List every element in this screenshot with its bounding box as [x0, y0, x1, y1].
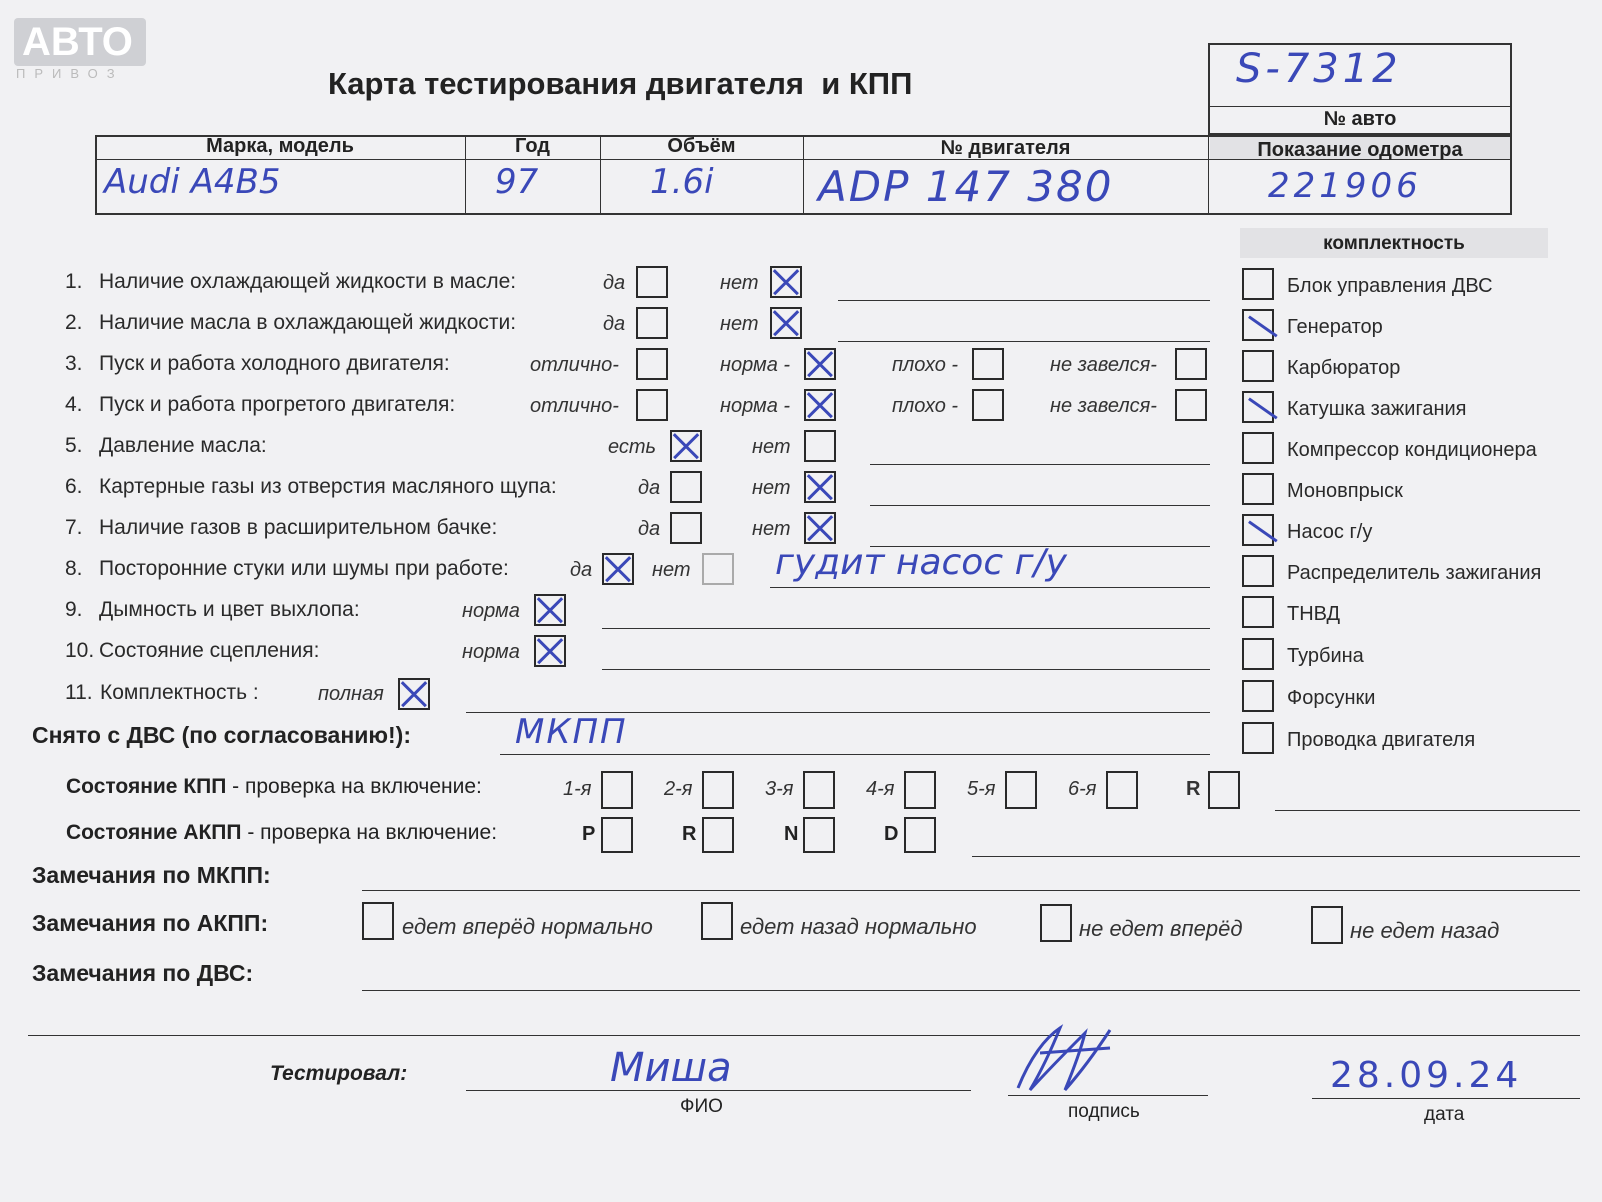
- check-1-opt-no-box[interactable]: [770, 266, 802, 298]
- check-2-text: Наличие масла в охлаждающей жидкости:: [99, 311, 517, 334]
- check-5-opt-yes-box[interactable]: [670, 430, 702, 462]
- check-4-opt-nostart-box[interactable]: [1175, 389, 1207, 421]
- check-3-opt-excellent-label: отлично-: [530, 354, 619, 376]
- akpp-gear-p-box[interactable]: [601, 817, 633, 853]
- check-7-opt-no-box[interactable]: [804, 512, 836, 544]
- check-2-num: 2.: [65, 311, 83, 334]
- fio-value: Миша: [610, 1045, 732, 1091]
- akpp-gear-n-box[interactable]: [803, 817, 835, 853]
- check-11-num: 11.: [65, 681, 93, 704]
- check-6-opt-no-box[interactable]: [804, 471, 836, 503]
- akpp-opt-2-box[interactable]: [701, 902, 733, 940]
- kpp-gear-3-box[interactable]: [803, 771, 835, 809]
- signature: [1010, 1018, 1120, 1098]
- akpp-gear-d-box[interactable]: [904, 817, 936, 853]
- akpp-opt-3-label: не едет вперёд: [1079, 916, 1243, 941]
- check-3-opt-nostart-label: не завелся-: [1050, 354, 1157, 376]
- logo: [14, 18, 146, 66]
- akpp-opt-4-box[interactable]: [1311, 906, 1343, 944]
- comp-8-label: Распределитель зажигания: [1287, 562, 1542, 584]
- comp-1-box[interactable]: [1242, 268, 1274, 300]
- akpp-opt-3-box[interactable]: [1040, 904, 1072, 942]
- akpp-gear-p-label: P: [582, 823, 596, 845]
- kpp-label-rest: - проверка на включение:: [226, 775, 482, 798]
- comp-12-box[interactable]: [1242, 722, 1274, 754]
- check-8-opt-no-label: нет: [652, 559, 691, 581]
- kpp-gear-5-box[interactable]: [1005, 771, 1037, 809]
- comp-6-box[interactable]: [1242, 473, 1274, 505]
- check-11-opt-full-box[interactable]: [398, 678, 430, 710]
- kpp-gear-1-box[interactable]: [601, 771, 633, 809]
- check-5-opt-no-box[interactable]: [804, 430, 836, 462]
- check-1-opt-no-label: нет: [720, 272, 759, 294]
- volume-value: 1.6i: [650, 162, 714, 202]
- check-8-opt-yes-label: да: [570, 559, 593, 581]
- col-header-year: Год: [515, 135, 550, 157]
- akpp-label: [66, 821, 497, 845]
- check-3-num: 3.: [65, 352, 83, 375]
- comp-11-label: Форсунки: [1287, 687, 1376, 709]
- akpp-opt-4-label: не едет назад: [1350, 918, 1500, 943]
- remarks-mkpp-label: Замечания по МКПП:: [32, 862, 271, 888]
- check-8-num: 8.: [65, 557, 83, 580]
- kpp-gear-6-box[interactable]: [1106, 771, 1138, 809]
- logo-text: АВТО: [22, 20, 133, 64]
- check-1-num: 1.: [65, 270, 83, 293]
- comp-2-label: Генератор: [1287, 316, 1383, 338]
- comp-9-label: ТНВД: [1287, 603, 1341, 625]
- comp-5-label: Компрессор кондиционера: [1287, 439, 1537, 461]
- kpp-gear-4-box[interactable]: [904, 771, 936, 809]
- removed-value: МКПП: [515, 712, 628, 752]
- check-4-opt-normal-box[interactable]: [804, 389, 836, 421]
- akpp-gear-r-label: R: [682, 823, 697, 845]
- comp-8-box[interactable]: [1242, 555, 1274, 587]
- comp-4-label: Катушка зажигания: [1287, 398, 1467, 420]
- akpp-gear-r-box[interactable]: [702, 817, 734, 853]
- check-10-opt-normal-label: норма: [462, 641, 520, 663]
- check-4-text: Пуск и работа прогретого двигателя:: [99, 393, 456, 416]
- comp-7-label: Насос г/у: [1287, 521, 1373, 543]
- col-header-odometer: Показание одометра: [1257, 139, 1463, 161]
- remarks-dvs-label: Замечания по ДВС:: [32, 960, 254, 986]
- akpp-gear-n-label: N: [784, 823, 799, 845]
- year-value: 97: [495, 162, 539, 202]
- check-11-opt-full-label: полная: [318, 683, 384, 705]
- akpp-label-rest: - проверка на включение:: [241, 821, 498, 844]
- check-8-opt-yes-box[interactable]: [602, 553, 634, 585]
- check-10-text: Состояние сцепления:: [99, 639, 320, 662]
- kpp-gear-6-label: 6-я: [1068, 778, 1097, 800]
- check-3-opt-bad-label: плохо -: [892, 354, 959, 376]
- check-3-opt-normal-box[interactable]: [804, 348, 836, 380]
- check-9-text: Дымность и цвет выхлопа:: [99, 598, 360, 621]
- check-5-opt-yes-label: есть: [608, 436, 657, 458]
- akpp-opt-1-box[interactable]: [362, 902, 394, 940]
- akpp-opt-2-label: едет назад нормально: [740, 914, 977, 939]
- check-10-opt-normal-box[interactable]: [534, 635, 566, 667]
- check-6-opt-no-label: нет: [752, 477, 791, 499]
- model-value: Audi A4B5: [104, 162, 281, 202]
- kpp-gear-1-label: 1-я: [563, 778, 592, 800]
- check-4-opt-bad-label: плохо -: [892, 395, 959, 417]
- removed-label: Снято с ДВС (по согласованию!):: [32, 722, 411, 748]
- kpp-gear-2-label: 2-я: [664, 778, 693, 800]
- check-10-num: 10.: [65, 639, 95, 662]
- check-1-text: Наличие охлаждающей жидкости в масле:: [99, 270, 517, 293]
- tested-label: Тестировал:: [270, 1062, 408, 1085]
- comp-2-box[interactable]: [1242, 309, 1274, 341]
- check-4-num: 4.: [65, 393, 83, 416]
- check-8-text: Посторонние стуки или шумы при работе:: [99, 557, 509, 580]
- col-header-model: Марка, модель: [206, 135, 354, 157]
- check-7-text: Наличие газов в расширительном бачке:: [99, 516, 498, 539]
- kpp-gear-r-label: R: [1186, 778, 1201, 800]
- kpp-gear-2-box[interactable]: [702, 771, 734, 809]
- check-6-num: 6.: [65, 475, 83, 498]
- logo-subtext: ПРИВОЗ: [16, 66, 124, 81]
- check-6-text: Картерные газы из отверстия масляного щупа:: [99, 475, 557, 498]
- kpp-label: [66, 775, 482, 799]
- check-4-opt-nostart-label: не завелся-: [1050, 395, 1157, 417]
- comp-1-label: Блок управления ДВС: [1287, 275, 1493, 297]
- akpp-gear-d-label: D: [884, 823, 899, 845]
- check-2-opt-yes-box[interactable]: [636, 307, 668, 339]
- sign-caption: подпись: [1068, 1101, 1140, 1122]
- fio-caption: ФИО: [680, 1096, 723, 1117]
- akpp-label-bold: Состояние АКПП: [66, 821, 242, 844]
- kpp-label-bold: Состояние КПП: [66, 775, 227, 798]
- check-4-opt-excellent-box[interactable]: [636, 389, 668, 421]
- check-3-opt-nostart-box[interactable]: [1175, 348, 1207, 380]
- col-header-engine-number: № двигателя: [940, 137, 1071, 159]
- comp-10-box[interactable]: [1242, 638, 1274, 670]
- completeness-title: комплектность: [1323, 233, 1465, 254]
- comp-9-box[interactable]: [1242, 596, 1274, 628]
- comp-3-box[interactable]: [1242, 350, 1274, 382]
- check-1-opt-yes-box[interactable]: [636, 266, 668, 298]
- check-3-text: Пуск и работа холодного двигателя:: [99, 352, 450, 375]
- engine-number-value: ADP 147 380: [818, 162, 1114, 211]
- check-9-opt-normal-box[interactable]: [534, 594, 566, 626]
- check-1-opt-yes-label: да: [603, 272, 626, 294]
- comp-7-box[interactable]: [1242, 514, 1274, 546]
- check-7-num: 7.: [65, 516, 83, 539]
- check-5-text: Давление масла:: [99, 434, 267, 457]
- check-3-opt-bad-box[interactable]: [972, 348, 1004, 380]
- odometer-value: 221906: [1268, 166, 1422, 206]
- comp-4-box[interactable]: [1242, 391, 1274, 423]
- check-6-opt-yes-label: да: [638, 477, 661, 499]
- check-11-text: Комплектность :: [100, 681, 259, 704]
- comp-5-box[interactable]: [1242, 432, 1274, 464]
- remarks-akpp-label: Замечания по АКПП:: [32, 910, 269, 936]
- check-8-note: гудит насос г/у: [775, 542, 1067, 583]
- check-9-num: 9.: [65, 598, 83, 621]
- check-4-opt-bad-box[interactable]: [972, 389, 1004, 421]
- check-7-opt-yes-label: да: [638, 518, 661, 540]
- check-2-opt-no-label: нет: [720, 313, 759, 335]
- check-9-opt-normal-label: норма: [462, 600, 520, 622]
- check-6-opt-yes-box[interactable]: [670, 471, 702, 503]
- comp-11-box[interactable]: [1242, 680, 1274, 712]
- date-value: 28.09.24: [1330, 1055, 1523, 1096]
- kpp-gear-3-label: 3-я: [765, 778, 794, 800]
- page-title: Карта тестирования двигателя и КПП: [328, 66, 913, 101]
- check-3-opt-normal-label: норма -: [720, 354, 791, 376]
- check-2-opt-yes-label: да: [603, 313, 626, 335]
- check-7-opt-no-label: нет: [752, 518, 791, 540]
- check-2-opt-no-box[interactable]: [770, 307, 802, 339]
- kpp-gear-5-label: 5-я: [967, 778, 996, 800]
- check-4-opt-normal-label: норма -: [720, 395, 791, 417]
- check-7-opt-yes-box[interactable]: [670, 512, 702, 544]
- col-header-volume: Объём: [667, 135, 736, 157]
- comp-10-label: Турбина: [1287, 645, 1364, 667]
- comp-12-label: Проводка двигателя: [1287, 729, 1476, 751]
- check-5-opt-no-label: нет: [752, 436, 791, 458]
- check-5-num: 5.: [65, 434, 83, 457]
- check-3-opt-excellent-box[interactable]: [636, 348, 668, 380]
- akpp-opt-1-label: едет вперёд нормально: [402, 914, 653, 939]
- kpp-gear-4-label: 4-я: [866, 778, 895, 800]
- comp-3-label: Карбюратор: [1287, 357, 1401, 379]
- check-4-opt-excellent-label: отлично-: [530, 395, 619, 417]
- check-8-opt-no-box[interactable]: [702, 553, 734, 585]
- car-number-value: S-7312: [1236, 46, 1402, 92]
- comp-6-label: Моновпрыск: [1287, 480, 1403, 502]
- kpp-gear-r-box[interactable]: [1208, 771, 1240, 809]
- date-caption: дата: [1424, 1104, 1465, 1125]
- car-number-label: № авто: [1323, 108, 1397, 130]
